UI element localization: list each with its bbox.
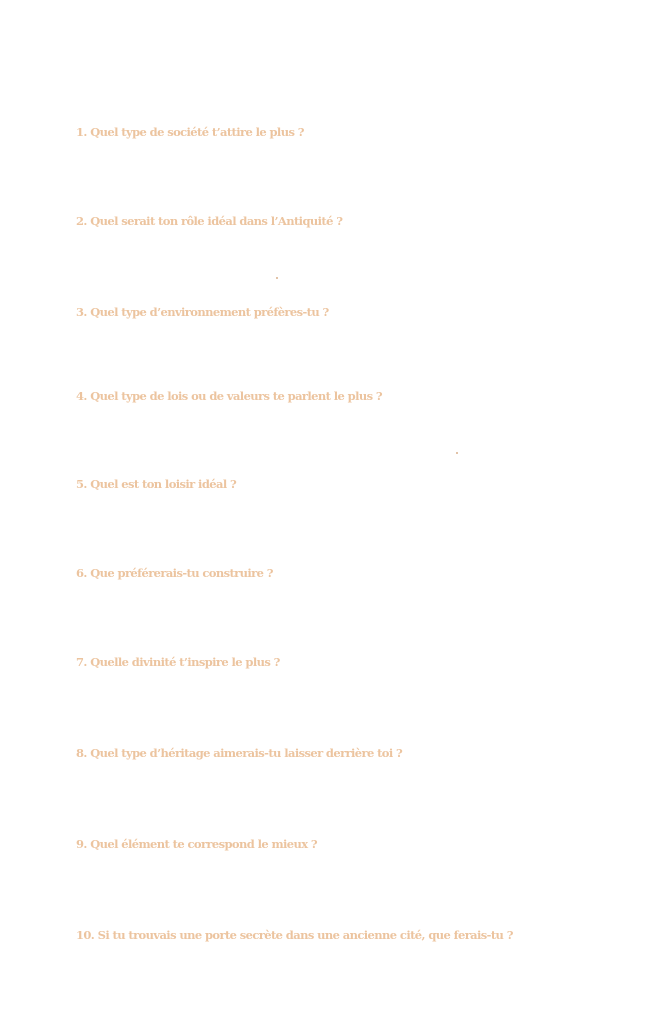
- question-6: 6. Que préférerais-tu construire ?: [76, 566, 273, 580]
- question-4: 4. Quel type de lois ou de valeurs te parlent le plus ?: [76, 389, 383, 403]
- question-7: 7. Quelle divinité t’inspire le plus ?: [76, 655, 280, 669]
- question-1: 1. Quel type de société t’attire le plus ?: [76, 125, 304, 139]
- stray-dot: [276, 277, 278, 279]
- question-10: 10. Si tu trouvais une porte secrète dans une ancienne cité, que ferais-tu ?: [76, 928, 513, 942]
- question-8: 8. Quel type d’héritage aimerais-tu laisser derrière toi ?: [76, 746, 403, 760]
- question-2: 2. Quel serait ton rôle idéal dans l’Antiquité ?: [76, 214, 343, 228]
- question-5: 5. Quel est ton loisir idéal ?: [76, 477, 237, 491]
- question-3: 3. Quel type d’environnement préfères-tu ?: [76, 305, 329, 319]
- question-9: 9. Quel élément te correspond le mieux ?: [76, 837, 318, 851]
- stray-dot: [456, 452, 458, 454]
